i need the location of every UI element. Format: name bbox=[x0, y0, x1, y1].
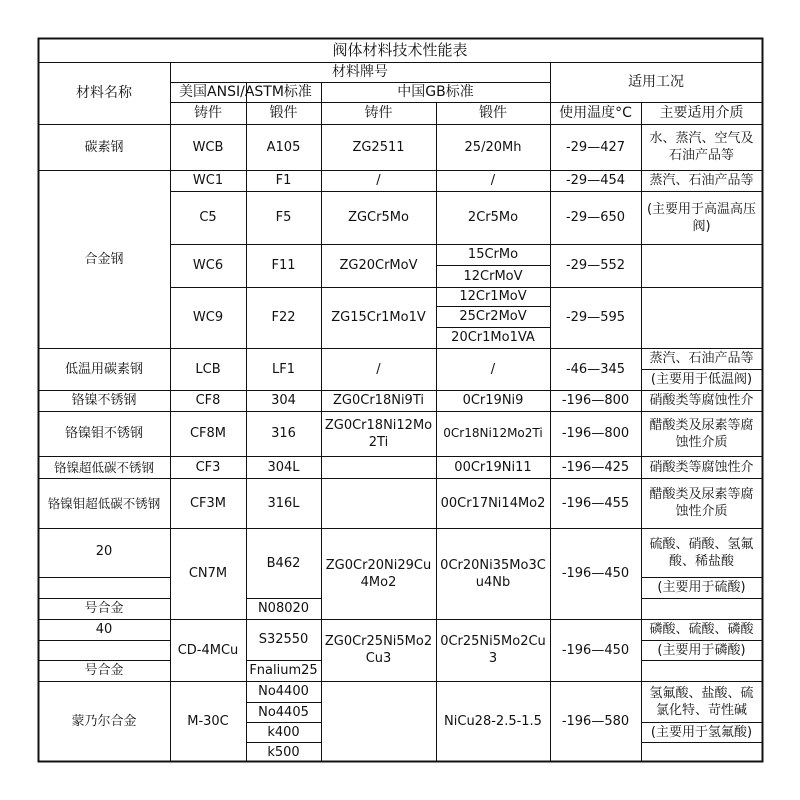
header-ansi-casting: 铸件 bbox=[194, 104, 222, 121]
row-crnimo-media: 醋酸类及尿素等腐 蚀性介质 bbox=[649, 417, 754, 450]
row-wc6-temp: -29—552 bbox=[565, 258, 626, 273]
row-alloy40-ansi-forge-1: S32550 bbox=[258, 632, 309, 647]
row-crni-lc-gb-forge: 00Cr19Ni11 bbox=[454, 459, 532, 475]
row-c5-gb-cast: ZGCr5Mo bbox=[348, 210, 409, 225]
row-monel-media-1: 氢氟酸、盐酸、硫 氯化特、苛性碱 bbox=[649, 685, 754, 718]
row-monel-ansi-forge-3: k400 bbox=[267, 724, 300, 740]
row-c5-ansi-forge: F5 bbox=[275, 210, 292, 225]
row-c5-gb-forge: 2Cr5Mo bbox=[467, 210, 519, 225]
row-wc1-ansi-cast: WC1 bbox=[192, 173, 224, 188]
row-wc9-gb-forge-3: 20Cr1Mo1VA bbox=[451, 330, 535, 345]
table-title: 阀体材料技术性能表 bbox=[332, 41, 468, 59]
row-monel-gb-forge: NiCu28-2.5-1.5 bbox=[444, 714, 542, 729]
row-wc6-ansi-cast: WC6 bbox=[192, 258, 224, 273]
row-lowtemp-temp: -46—345 bbox=[565, 361, 626, 377]
row-lowtemp-media-1: 蒸汽、石油产品等 bbox=[649, 351, 754, 366]
row-crni-temp: -196—800 bbox=[561, 393, 630, 408]
row-wc9-gb-cast: ZG15Cr1Mo1V bbox=[331, 310, 426, 325]
row-wc6-gb-forge-2: 12CrMoV bbox=[463, 268, 523, 284]
row-alloy20-ansi-forge-1: B462 bbox=[266, 555, 301, 571]
row-crnimo-lc-ansi-forge: 316L bbox=[267, 495, 300, 511]
row-lowtemp-name: 低温用碳素钢 bbox=[64, 361, 143, 377]
header-ansi-forging: 锻件 bbox=[269, 104, 298, 121]
row-monel-temp: -196—580 bbox=[561, 714, 630, 729]
row-alloy40-ansi-cast: CD-4MCu bbox=[177, 642, 239, 658]
header-ansi-astm: 美国ANSI/ASTM标准 bbox=[179, 83, 312, 100]
row-monel-ansi-forge-4: k500 bbox=[267, 744, 300, 760]
row-alloy20-temp: -196—450 bbox=[561, 566, 630, 581]
row-wc9-temp: -29—595 bbox=[565, 310, 626, 325]
header-temperature: 使用温度°C bbox=[559, 104, 632, 121]
row-wc6-gb-forge-1: 15CrMo bbox=[467, 247, 519, 262]
row-c5-media: (主要用于高温高压 阀) bbox=[646, 201, 757, 234]
row-wc1-ansi-forge: F1 bbox=[275, 173, 292, 188]
row-wc1-media: 蒸汽、石油产品等 bbox=[649, 173, 754, 188]
row-crni-lc-name: 铬镍超低碳不锈钢 bbox=[53, 459, 154, 475]
row-alloy40-gb-forge: 0Cr25Ni5Mo2Cu 3 bbox=[440, 634, 546, 666]
row-wc1-temp: -29—454 bbox=[565, 173, 626, 188]
row-monel-ansi-forge-1: No4400 bbox=[258, 684, 309, 699]
header-gb-forging: 锻件 bbox=[479, 104, 507, 121]
row-carbon-media: 水、蒸汽、空气及 石油产品等 bbox=[649, 131, 754, 163]
row-alloy40-temp: -196—450 bbox=[561, 642, 630, 658]
row-c5-temp: -29—650 bbox=[565, 210, 626, 225]
row-alloy20-media-2: (主要用于硫酸) bbox=[657, 580, 746, 595]
row-crnimo-lc-ansi-cast: CF3M bbox=[189, 495, 227, 511]
row-carbon-gb-forge: 25/20Mh bbox=[464, 139, 522, 155]
row-crnimo-ansi-forge: 316 bbox=[271, 426, 296, 441]
row-wc9-ansi-forge: F22 bbox=[271, 310, 296, 325]
row-crni-media: 硝酸类等腐蚀性介 bbox=[649, 393, 754, 408]
row-alloy20-name-bottom: 号合金 bbox=[84, 601, 124, 616]
header-gb-casting: 铸件 bbox=[364, 104, 393, 121]
row-crni-gb-cast: ZG0Cr18Ni9Ti bbox=[333, 393, 424, 408]
row-crni-ansi-cast: CF8 bbox=[195, 393, 221, 408]
row-alloy40-name-bottom: 号合金 bbox=[84, 663, 124, 678]
row-lowtemp-ansi-forge: LF1 bbox=[272, 361, 295, 377]
row-carbon-ansi-forge: A105 bbox=[266, 139, 301, 155]
row-alloy20-gb-cast: ZG0Cr20Ni29Cu 4Mo2 bbox=[325, 557, 432, 590]
row-alloy40-ansi-forge-2: Fnalium25 bbox=[249, 663, 318, 678]
row-crnimo-gb-cast: ZG0Cr18Ni12Mo 2Ti bbox=[324, 417, 433, 450]
header-media: 主要适用介质 bbox=[659, 104, 744, 121]
row-wc1-gb-cast: / bbox=[376, 173, 381, 188]
row-crni-name: 铬镍不锈钢 bbox=[71, 393, 137, 408]
row-alloy40-name-top: 40 bbox=[95, 622, 113, 637]
row-monel-name: 蒙乃尔合金 bbox=[71, 714, 137, 729]
row-wc9-ansi-cast: WC9 bbox=[192, 310, 224, 325]
row-crni-gb-forge: 0Cr19Ni9 bbox=[462, 393, 524, 408]
row-crnimo-temp: -196—800 bbox=[561, 426, 630, 441]
row-alloy20-media-1: 硫酸、硝酸、氢氟 酸、稀盐酸 bbox=[649, 536, 754, 569]
row-crni-lc-ansi-forge: 304L bbox=[267, 459, 300, 475]
row-crni-ansi-forge: 304 bbox=[271, 393, 296, 408]
row-crnimo-ansi-cast: CF8M bbox=[189, 426, 227, 441]
row-alloy-name: 合金钢 bbox=[84, 251, 124, 267]
row-monel-ansi-forge-2: No4405 bbox=[258, 704, 309, 720]
row-carbon-temp: -29—427 bbox=[565, 139, 626, 155]
row-crnimo-lc-gb-forge: 00Cr17Ni14Mo2 bbox=[440, 495, 546, 511]
row-alloy40-media-2: (主要用于磷酸) bbox=[657, 642, 746, 658]
row-c5-ansi-cast: C5 bbox=[199, 210, 217, 225]
header-material-grade: 材料牌号 bbox=[332, 63, 388, 80]
row-lowtemp-media-2: (主要用于低温阀) bbox=[650, 372, 753, 387]
row-alloy20-ansi-forge-2: N08020 bbox=[257, 601, 310, 616]
row-carbon-name: 碳素钢 bbox=[84, 139, 124, 155]
row-alloy40-gb-cast: ZG0Cr25Ni5Mo2 Cu3 bbox=[324, 634, 433, 666]
header-applicable-conditions: 适用工况 bbox=[628, 73, 684, 90]
row-crni-lc-media: 硝酸类等腐蚀性介 bbox=[649, 459, 754, 475]
row-crnimo-name: 铬镍钼不锈钢 bbox=[64, 426, 143, 441]
row-crni-lc-temp: -196—425 bbox=[561, 459, 630, 475]
row-monel-ansi-cast: M-30C bbox=[187, 714, 229, 729]
row-wc9-gb-forge-1: 12Cr1MoV bbox=[459, 289, 527, 304]
row-lowtemp-gb-cast: / bbox=[376, 361, 381, 377]
row-wc9-gb-forge-2: 25Cr2MoV bbox=[459, 309, 527, 324]
row-crnimo-lc-media: 醋酸类及尿素等腐 蚀性介质 bbox=[649, 487, 754, 519]
row-wc6-ansi-forge: F11 bbox=[271, 258, 296, 273]
row-carbon-gb-cast: ZG2511 bbox=[352, 139, 405, 155]
row-crnimo-lc-name: 铬镍钼超低碳不锈钢 bbox=[47, 495, 161, 511]
row-alloy20-ansi-cast: CN7M bbox=[188, 566, 228, 581]
row-alloy20-gb-forge: 0Cr20Ni35Mo3C u4Nb bbox=[440, 557, 546, 590]
header-material-name: 材料名称 bbox=[76, 84, 132, 101]
row-crnimo-gb-forge: 0Cr18Ni12Mo2Ti bbox=[443, 426, 543, 440]
row-monel-media-2: (主要用于氢氟酸) bbox=[650, 724, 753, 740]
header-china-gb: 中国GB标准 bbox=[397, 83, 474, 100]
row-crni-lc-ansi-cast: CF3 bbox=[195, 459, 221, 475]
row-wc6-gb-cast: ZG20CrMoV bbox=[339, 258, 418, 273]
row-alloy20-name-top: 20 bbox=[95, 543, 113, 559]
row-lowtemp-gb-forge: / bbox=[490, 361, 496, 377]
row-lowtemp-ansi-cast: LCB bbox=[195, 361, 221, 377]
row-wc1-gb-forge: / bbox=[490, 173, 496, 188]
row-carbon-ansi-cast: WCB bbox=[192, 139, 224, 155]
row-alloy40-media-1: 磷酸、硫酸、磷酸 bbox=[649, 622, 754, 637]
row-crnimo-lc-temp: -196—455 bbox=[561, 495, 630, 511]
